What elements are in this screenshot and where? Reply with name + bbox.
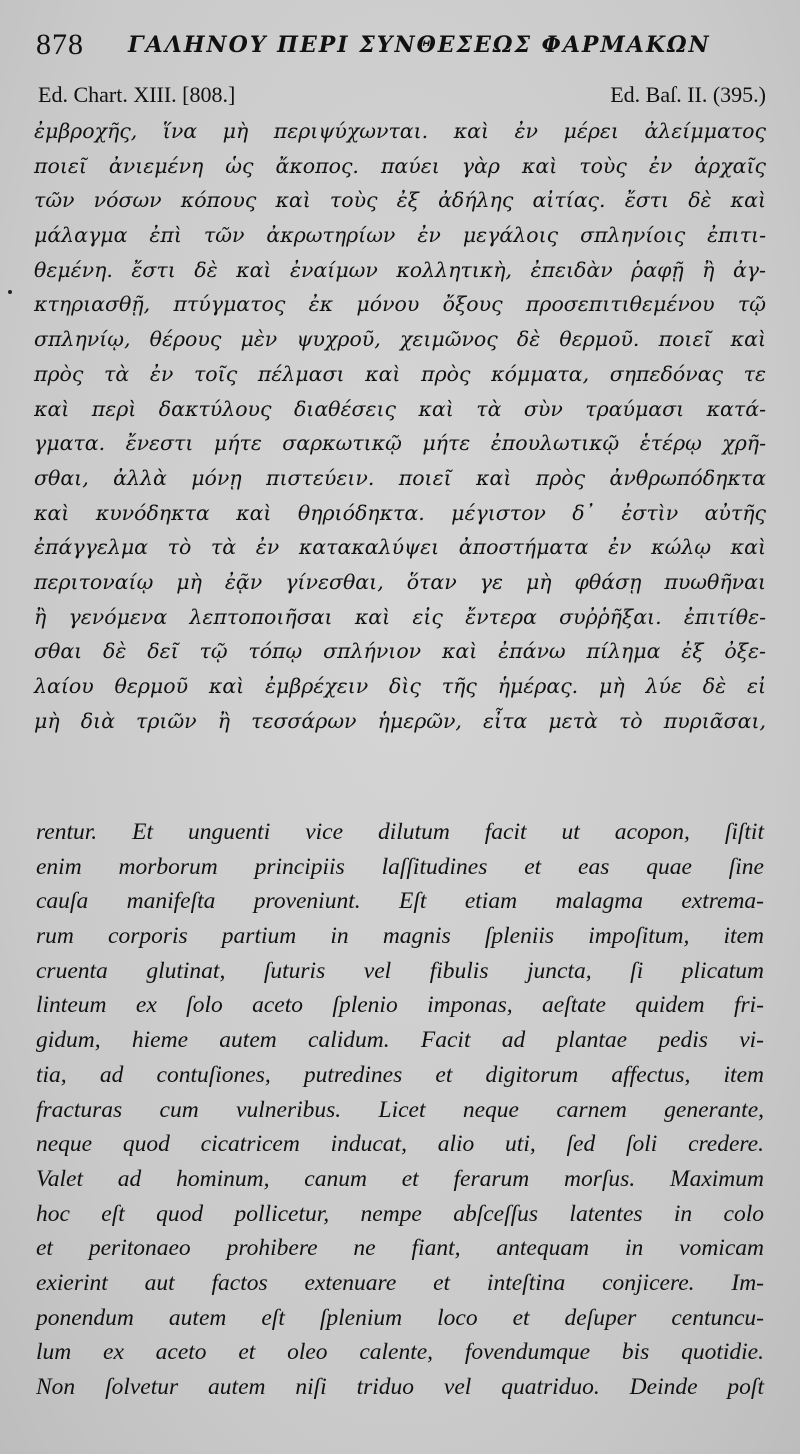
latin-text-line: cruenta glutinat, ſuturis vel fibulis juncta, ſi plicatum [36, 957, 764, 984]
greek-text-line: περιτοναίῳ μὴ ἐᾷν γίνεσθαι, ὅταν γε μὴ φθάσῃ πυωθῆναι [34, 569, 766, 594]
latin-text-line: neque quod cicatricem inducat, alio uti, ſed ſoli credere. [36, 1131, 764, 1158]
latin-text-line: hoc eſt quod pollicetur, nempe abſceſſus latentes in colo [36, 1200, 764, 1227]
greek-text-line: ἐμβροχῆς, ἵνα μὴ περιψύχωνται. καὶ ἐν μέρει ἀλείμματος [34, 119, 766, 143]
latin-text-line: Non ſolvetur autem niſi triduo vel quatriduo. Deinde poſt [36, 1374, 764, 1400]
latin-text-block [36, 815, 764, 1405]
latin-text-line: Valet ad hominum, canum et ferarum morſus. Maximum [36, 1165, 764, 1192]
latin-text-line: lum ex aceto et oleo calente, fovendumque bis quotidie. [36, 1339, 764, 1366]
greek-text-line: καὶ κυνόδηκτα καὶ θηριόδηκτα. μέγιστον δ᾽ ἐστὶν αὐτῆς [34, 500, 766, 525]
page-number: 878 [36, 28, 84, 61]
latin-text-line: enim morborum principiis laſſitudines et eas quae ſine [36, 853, 764, 880]
latin-text-line: fracturas cum vulneribus. Licet neque carnem generante, [36, 1096, 764, 1123]
latin-text-line: tia, ad contuſiones, putredines et digitorum affectus, item [36, 1061, 764, 1088]
greek-text-block [34, 114, 766, 738]
greek-text-line: γματα. ἔνεστι μήτε σαρκωτικῷ μήτε ἐπουλωτικῷ ἑτέρῳ χρῆ- [34, 431, 766, 456]
latin-text-line: cauſa manifeſta proveniunt. Eſt etiam malagma extrema- [36, 888, 764, 915]
greek-text-line: σθαι δὲ δεῖ τῷ τόπῳ σπλήνιον καὶ ἐπάνω πίλημα ἐξ ὀξε- [34, 639, 766, 664]
latin-text-line: rum corporis partium in magnis ſpleniis impoſitum, item [36, 923, 764, 950]
latin-text-line: et peritonaeo prohibere ne fiant, antequam in vomicam [36, 1235, 764, 1262]
greek-text-line: θεμένη. ἔστι δὲ καὶ ἐναίμων κολλητικὴ, ἐπειδὰν ῥαφῇ ἢ ἀγ- [34, 257, 766, 282]
edition-references [38, 82, 766, 110]
greek-text-line: τῶν νόσων κόπους καὶ τοὺς ἐξ ἀδήλης αἰτίας. ἔστι δὲ καὶ [34, 188, 766, 213]
greek-text-line: σθαι, ἀλλὰ μόνῃ πιστεύειν. ποιεῖ καὶ πρὸς ἀνθρωπόδηκτα [34, 465, 766, 490]
latin-text-line: gidum, hieme autem calidum. Facit ad plantae pedis vi- [36, 1027, 764, 1054]
greek-text-line: σπληνίῳ, θέρους μὲν ψυχροῦ, χειμῶνος δὲ θερμοῦ. ποιεῖ καὶ [34, 327, 766, 352]
greek-text-line: ποιεῖ ἀνιεμένη ὡς ἄκοπος. παύει γὰρ καὶ τοὺς ἐν ἀρχαῖς [34, 153, 766, 178]
latin-text-line: linteum ex ſolo aceto ſplenio imponas, aeſtate quidem fri- [36, 992, 764, 1019]
edition-chartier: Ed. Chart. XIII. [808.] [38, 82, 236, 107]
greek-text-line: μὴ διὰ τριῶν ἢ τεσσάρων ἡμερῶν, εἶτα μετὰ τὸ πυριᾶσαι, [34, 708, 766, 733]
latin-text-line: exierint aut factos extenuare et inteſtina conjicere. Im- [36, 1269, 764, 1296]
running-title: ΓΑΛΗΝΟΥ ΠΕΡΙ ΣΥΝΘΕΣΕΩΣ ΦΑΡΜΑΚΩΝ [128, 32, 711, 58]
latin-text-line: rentur. Et unguenti vice dilutum facit ut acopon, ſiſtit [36, 819, 764, 845]
margin-mark [8, 290, 12, 294]
greek-text-line: πρὸς τὰ ἐν τοῖς πέλμασι καὶ πρὸς κόμματα, σηπεδόνας τε [34, 361, 766, 386]
greek-text-line: κτηριασθῇ, πτύγματος ἐκ μόνου ὄξους προσεπιτιθεμένου τῷ [34, 292, 766, 317]
edition-basel: Ed. Baſ. II. (395.) [610, 82, 766, 107]
greek-text-line: ἢ γενόμενα λεπτοποιῆσαι καὶ εἰς ἔντερα συῤῥῆξαι. ἐπιτίθε- [34, 604, 766, 629]
latin-text-line: ponendum autem eſt ſplenium loco et deſuper centuncu- [36, 1304, 764, 1331]
greek-text-line: καὶ περὶ δακτύλους διαθέσεις καὶ τὰ σὺν τραύμασι κατά- [34, 396, 766, 421]
greek-text-line: μάλαγμα ἐπὶ τῶν ἀκρωτηρίων ἐν μεγάλοις σπληνίοις ἐπιτι- [34, 223, 766, 248]
greek-text-line: ἐπάγγελμα τὸ τὰ ἐν κατακαλύψει ἀποστήματα ἐν κώλῳ καὶ [34, 535, 766, 560]
running-head [36, 28, 766, 68]
greek-text-line: λαίου θερμοῦ καὶ ἐμβρέχειν δὶς τῆς ἡμέρας. μὴ λύε δὲ εἰ [34, 674, 766, 698]
